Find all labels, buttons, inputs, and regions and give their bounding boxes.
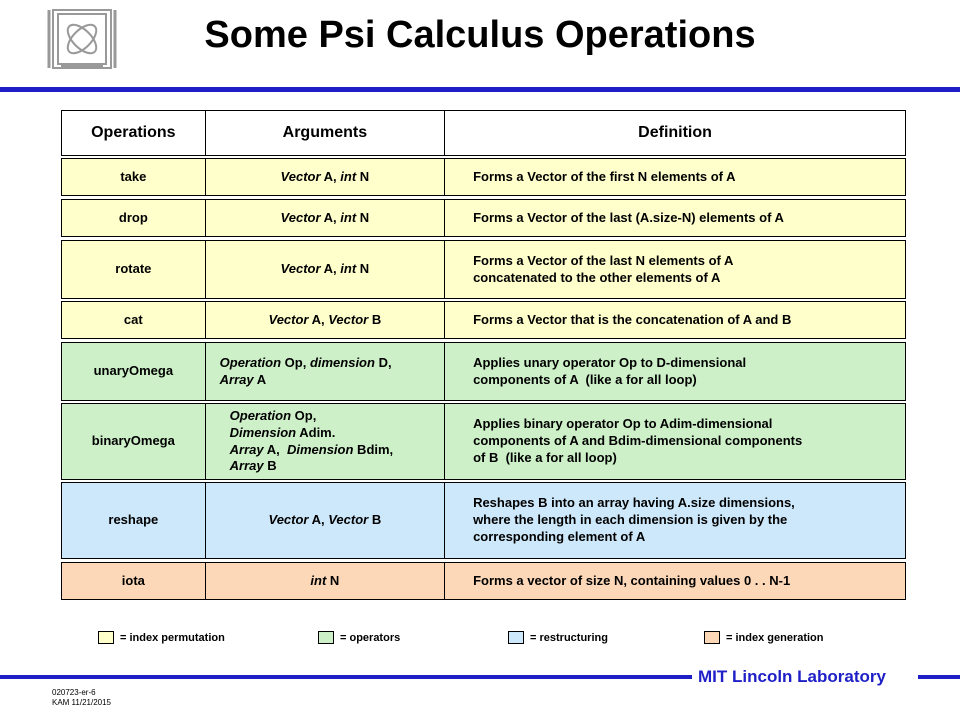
table-row xyxy=(61,562,906,600)
argument-type: int xyxy=(340,261,357,277)
argument-type: Vector xyxy=(328,311,369,327)
argument-text: B xyxy=(368,311,382,327)
definition-line: concatenated to the other elements of A xyxy=(473,269,721,285)
argument-line xyxy=(281,210,370,227)
table-header-row xyxy=(61,110,906,156)
argument-line xyxy=(230,458,394,475)
top-divider xyxy=(0,87,960,92)
argument-type: int xyxy=(310,572,327,588)
legend-label: = operators xyxy=(340,631,401,644)
argument-text: A, xyxy=(308,311,329,327)
argument-line xyxy=(220,372,392,389)
legend-label: = restructuring xyxy=(530,631,608,644)
legend-restructuring xyxy=(508,631,608,644)
definition-line: of B (like a for all loop) xyxy=(473,449,617,465)
argument-type: Vector xyxy=(280,261,321,277)
argument-text: N xyxy=(356,261,370,277)
slide-code: 020723-er-6 xyxy=(52,688,96,697)
argument-line xyxy=(230,408,394,425)
table-row xyxy=(61,240,906,299)
argument-type: Operation xyxy=(219,354,282,370)
operation-name: cat xyxy=(62,302,206,338)
table-row xyxy=(61,482,906,559)
operation-definition xyxy=(445,302,905,338)
operation-definition xyxy=(445,200,905,236)
argument-line xyxy=(230,442,394,459)
argument-line xyxy=(220,355,392,372)
argument-text: B xyxy=(263,458,277,474)
operation-name: unaryOmega xyxy=(62,343,206,400)
argument-text: A, xyxy=(263,441,287,457)
operation-name: drop xyxy=(62,200,206,236)
legend-index-permutation xyxy=(98,631,225,644)
argument-type: Array xyxy=(219,371,254,387)
argument-type: Vector xyxy=(280,168,321,184)
operation-arguments xyxy=(206,200,445,236)
column-header: Operations xyxy=(62,111,206,155)
argument-line xyxy=(230,425,394,442)
definition-line: components of A (like a for all loop) xyxy=(473,371,697,387)
legend-label: = index generation xyxy=(726,631,824,644)
definition-line: Forms a Vector of the last (A.size-N) elements of A xyxy=(473,209,784,225)
definition-line: Forms a vector of size N, containing values 0 . . N-1 xyxy=(473,572,791,588)
table-row xyxy=(61,199,906,237)
operation-name: reshape xyxy=(62,483,206,558)
argument-type: Vector xyxy=(268,311,309,327)
table-row xyxy=(61,301,906,339)
legend-swatch xyxy=(98,631,114,644)
definition-line: Forms a Vector of the first N elements of A xyxy=(473,168,736,184)
argument-text: A, xyxy=(308,512,329,528)
argument-type: Vector xyxy=(280,209,321,225)
operation-name: binaryOmega xyxy=(62,404,206,479)
argument-text: N xyxy=(326,572,340,588)
operation-definition xyxy=(445,159,905,195)
legend-swatch xyxy=(508,631,524,644)
definition-line: Reshapes B into an array having A.size dimensions, xyxy=(473,495,795,511)
operation-definition xyxy=(445,404,905,479)
argument-text: A, xyxy=(320,209,341,225)
argument-type: int xyxy=(340,209,357,225)
argument-line xyxy=(269,512,382,529)
table-row xyxy=(61,403,906,480)
argument-text: A, xyxy=(320,168,341,184)
argument-type: Operation xyxy=(229,407,292,423)
argument-type: dimension xyxy=(309,354,375,370)
argument-text: N xyxy=(356,168,370,184)
argument-text: A xyxy=(253,371,267,387)
argument-text: Bdim, xyxy=(353,441,394,457)
argument-text: Op, xyxy=(291,407,317,423)
column-header: Arguments xyxy=(206,111,445,155)
operation-arguments xyxy=(206,563,445,599)
definition-line: Forms a Vector that is the concatenation of A and B xyxy=(473,311,792,327)
definition-line: Applies binary operator Op to Adim-dimensional xyxy=(473,416,773,432)
operation-definition xyxy=(445,343,905,400)
argument-text: Adim. xyxy=(296,424,336,440)
argument-line xyxy=(269,312,382,329)
argument-text: B xyxy=(368,512,382,528)
argument-type: int xyxy=(340,168,357,184)
argument-type: Array xyxy=(229,458,264,474)
argument-line xyxy=(281,261,370,278)
operation-definition xyxy=(445,563,905,599)
argument-type: Array xyxy=(229,441,264,457)
bottom-divider-right xyxy=(918,675,960,679)
operation-name: iota xyxy=(62,563,206,599)
operation-arguments xyxy=(206,159,445,195)
argument-type: Vector xyxy=(268,512,309,528)
definition-line: Applies unary operator Op to D-dimensional xyxy=(473,354,747,370)
argument-text: D, xyxy=(374,354,392,370)
lab-name: MIT Lincoln Laboratory xyxy=(698,667,886,686)
argument-line xyxy=(281,169,370,186)
argument-text: Op, xyxy=(281,354,310,370)
operation-name: rotate xyxy=(62,241,206,298)
legend-operators xyxy=(318,631,400,644)
page-title: Some Psi Calculus Operations xyxy=(204,14,756,56)
argument-line xyxy=(310,573,339,590)
operation-arguments xyxy=(206,404,445,479)
operation-definition xyxy=(445,483,905,558)
author-date: KAM 11/21/2015 xyxy=(52,698,112,707)
column-header: Definition xyxy=(638,123,712,141)
operation-name: take xyxy=(62,159,206,195)
operation-arguments xyxy=(206,302,445,338)
legend-swatch xyxy=(704,631,720,644)
operation-definition xyxy=(445,241,905,298)
definition-line: Forms a Vector of the last N elements of A xyxy=(473,252,734,268)
argument-text: A, xyxy=(320,261,341,277)
definition-line: corresponding element of A xyxy=(473,528,646,544)
argument-type: Dimension xyxy=(229,424,297,440)
table-row xyxy=(61,158,906,196)
operation-arguments xyxy=(206,343,445,400)
legend-swatch xyxy=(318,631,334,644)
argument-type: Vector xyxy=(328,512,369,528)
argument-type: Dimension xyxy=(286,441,354,457)
definition-line: components of A and Bdim-dimensional components xyxy=(473,433,803,449)
definition-line: where the length in each dimension is given by the xyxy=(473,512,788,528)
argument-text: N xyxy=(356,209,370,225)
bottom-divider-left xyxy=(0,675,692,679)
operation-arguments xyxy=(206,241,445,298)
legend-index-generation xyxy=(704,631,824,644)
table-row xyxy=(61,342,906,401)
legend-label: = index permutation xyxy=(120,631,225,644)
operation-arguments xyxy=(206,483,445,558)
